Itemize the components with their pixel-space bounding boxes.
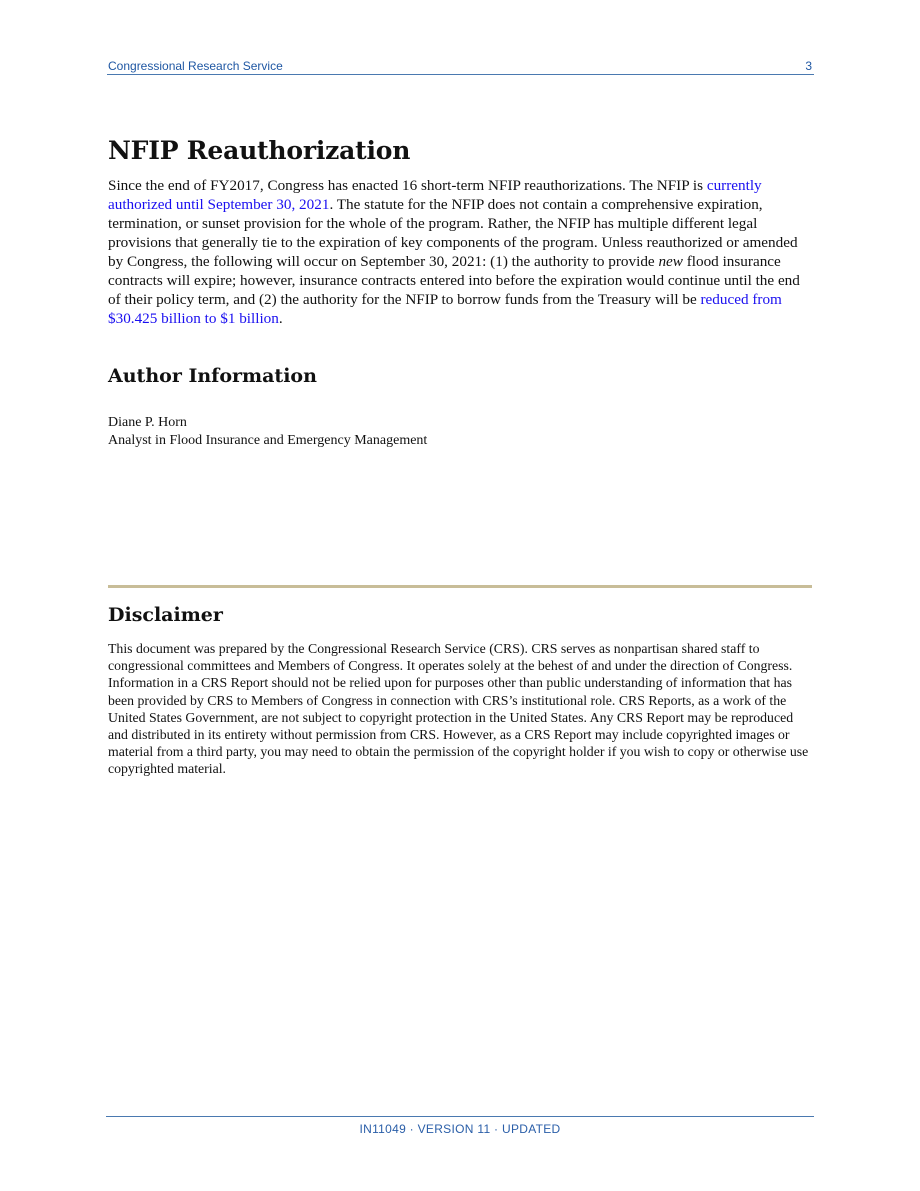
disclaimer-text: This document was prepared by the Congressional Research Service (CRS). CRS serves as nonpartisan shared staff to congressional committees and Members of Congress. It operates solely at the behest of and under the direction of Congress. Information in a CRS Report should not be relied upon for purposes other than public understanding of information that has been provided by CRS to Members of Congress in connection with CRS’s institutional role. CRS Reports, as a work of the United States Government, are not subject to copyright protection in the United States. Any CRS Report may be reproduced and distributed in its entirety without permission from CRS. However, as a CRS Report may include copyrighted images or material from a third party, you may need to obtain the permission of the copyright holder if you wish to copy or otherwise use copyrighted material. <box>108 641 809 777</box>
main-content <box>108 134 814 450</box>
section-divider <box>108 585 812 588</box>
author-name: Diane P. Horn <box>108 415 187 430</box>
paragraph-text: flood insurance contracts will expire; however, insurance contracts entered into before the expiration would continue until the end of their policy term, and (2) the authority for the NFIP to borrow funds from the Treasury will be <box>108 253 800 308</box>
authorization-link[interactable]: currently authorized until September 30, 2021 <box>108 177 762 213</box>
page-footer: IN11049 · VERSION 11 · UPDATED <box>106 1116 814 1136</box>
author-heading: Author Information <box>108 365 317 387</box>
page-header <box>107 58 814 75</box>
emphasis-text: new <box>658 253 683 270</box>
paragraph-text: . <box>278 310 283 327</box>
header-org: Congressional Research Service <box>108 59 283 73</box>
paragraph-text: . The statute for the NFIP does not contain a comprehensive expiration, termination, or sunset provision for the whole of the program. Rather, the NFIP has multiple different legal provisions that generally tie to the expiration of key components of the program. Unless reauthorized or amended by Congress, the following will occur on September 30, 2021: (1) the authority to provide <box>108 196 798 270</box>
disclaimer-section <box>108 602 814 778</box>
section-heading: NFIP Reauthorization <box>108 136 411 165</box>
page-number: 3 <box>805 59 812 73</box>
author-block <box>108 414 814 450</box>
disclaimer-heading: Disclaimer <box>108 604 223 626</box>
author-title: Analyst in Flood Insurance and Emergency Management <box>108 433 428 448</box>
borrowing-link[interactable]: reduced from $30.425 billion to $1 billion <box>108 291 782 327</box>
section-paragraph <box>108 176 814 328</box>
paragraph-text: Since the end of FY2017, Congress has enacted 16 short-term NFIP reauthorizations. The NFIP is <box>108 177 707 194</box>
